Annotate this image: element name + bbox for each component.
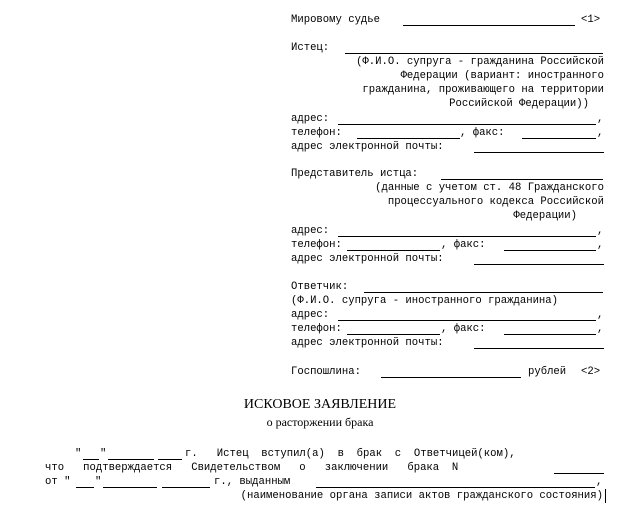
defendant-phone-label: телефон: (291, 323, 342, 335)
plaintiff-desc-4: Российской Федерации)) (449, 98, 589, 110)
plaintiff-blank (345, 53, 603, 54)
body-line2-text: что подтверждается Свидетельством о заключении брака N (45, 462, 459, 474)
body-line1-quote-open: " (75, 448, 82, 460)
representative-address-blank (338, 236, 596, 237)
document-subtitle: о расторжении брака (266, 415, 374, 429)
body-line1-quote-close: " (100, 448, 107, 460)
plaintiff-desc-2: Федерации (вариант: иностранного (400, 70, 604, 82)
plaintiff-phone-blank (357, 138, 460, 139)
fee-blank (381, 377, 521, 378)
defendant-desc: (Ф.И.О. супруга - иностранного гражданина) (291, 295, 559, 307)
judge-label: Мировому судье (291, 14, 381, 26)
body-day-blank (83, 459, 99, 460)
defendant-blank (364, 292, 603, 293)
document-title: ИСКОВОЕ ЗАЯВЛЕНИЕ (243, 397, 397, 412)
plaintiff-fax-label: , факс: (460, 127, 505, 139)
defendant-address-blank (338, 320, 596, 321)
plaintiff-desc-3: гражданина, проживающего на территории (362, 84, 604, 96)
representative-address-label: адрес: (291, 225, 330, 237)
representative-desc-1: (данные с учетом ст. 48 Гражданского (375, 182, 604, 194)
plaintiff-fax-blank (522, 138, 596, 139)
representative-fax-blank (504, 250, 596, 251)
representative-fax-comma: , (597, 239, 604, 251)
defendant-phone-blank (347, 334, 440, 335)
representative-blank (441, 179, 603, 180)
representative-fax-label: , факс: (441, 239, 486, 251)
body-line1-text: г. Истец вступил(а) в брак с Ответчицей(ком), (185, 448, 516, 460)
text-cursor (605, 489, 606, 503)
defendant-fax-blank (504, 334, 596, 335)
plaintiff-desc-1: (Ф.И.О. супруга - гражданина Российской (356, 56, 604, 68)
defendant-address-label: адрес: (291, 309, 330, 321)
defendant-email-blank (474, 348, 604, 349)
plaintiff-address-blank (338, 124, 596, 125)
fee-label: Госпошлина: (291, 366, 361, 378)
plaintiff-address-label: адрес: (291, 113, 330, 125)
representative-desc-3: Федерации) (513, 210, 577, 222)
representative-email-blank (474, 264, 604, 265)
body-cert-number-blank (554, 473, 604, 474)
plaintiff-phone-label: телефон: (291, 127, 342, 139)
body-line4-text: (наименование органа записи актов гражданского состояния) (240, 490, 603, 502)
defendant-label: Ответчик: (291, 281, 349, 293)
representative-email-label: адрес электронной почты: (291, 253, 444, 265)
representative-phone-blank (347, 250, 440, 251)
body-date-day-blank (76, 487, 94, 488)
body-year-blank (158, 459, 182, 460)
body-date-year-blank (162, 487, 210, 488)
body-line3-prefix: от " (45, 476, 71, 488)
representative-label: Представитель истца: (291, 168, 419, 180)
defendant-fax-label: , факс: (441, 323, 486, 335)
defendant-fax-comma: , (597, 323, 604, 335)
body-month-blank (108, 459, 154, 460)
body-line3-quote-close: " (95, 476, 102, 488)
defendant-email-label: адрес электронной почты: (291, 337, 444, 349)
plaintiff-email-label: адрес электронной почты: (291, 141, 444, 153)
defendant-address-comma: , (597, 309, 604, 321)
representative-phone-label: телефон: (291, 239, 342, 251)
body-line3-comma: , (596, 476, 603, 488)
body-line3-text: г., выданным (214, 476, 291, 488)
plaintiff-email-blank (474, 152, 604, 153)
body-issuer-blank (316, 487, 595, 488)
representative-desc-2: процессуального кодекса Российской (387, 196, 604, 208)
representative-address-comma: , (597, 225, 604, 237)
plaintiff-address-comma: , (597, 113, 604, 125)
judge-blank (403, 25, 575, 26)
plaintiff-label: Истец: (291, 42, 330, 54)
fee-unit: рублей (528, 366, 567, 378)
plaintiff-fax-comma: , (597, 127, 604, 139)
fee-footnote: <2> (581, 366, 601, 378)
judge-footnote: <1> (581, 14, 601, 26)
body-date-month-blank (103, 487, 157, 488)
